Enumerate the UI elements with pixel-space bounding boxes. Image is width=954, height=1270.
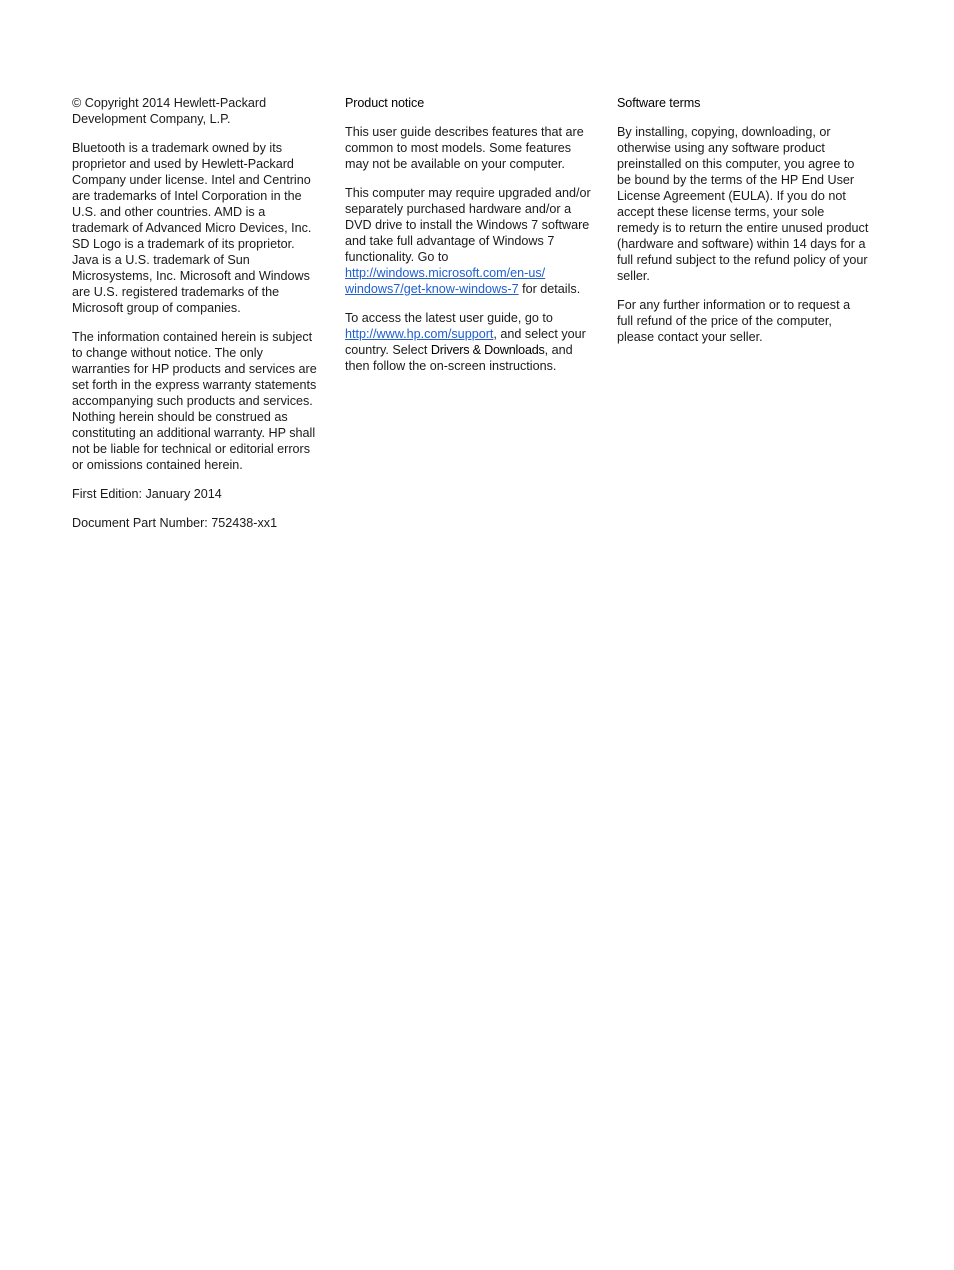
software-terms-heading: Software terms [617,96,701,110]
windows-link[interactable] [345,266,545,296]
para-3-prefix: To access the latest user guide, go to [345,311,553,325]
para-2-suffix: for details. [518,282,581,296]
windows-link-line-1: http://windows.microsoft.com/en-us/ [345,266,546,280]
edition-text: First Edition: January 2014 [72,487,222,501]
product-notice-heading: Product notice [345,96,425,110]
product-notice-para-1: This user guide describes features that are common to most models. Some features may not be available on your computer. [345,125,584,171]
para-3-mid: , and select your country. Select [345,327,586,357]
legal-column [72,95,324,544]
para-3-suffix: , and then follow the on-screen instructions. [345,343,573,373]
product-notice-column [345,95,597,387]
windows-link-line-2: windows7/get-know-windows-7 [345,282,519,296]
para-2-text: This computer may require upgraded and/or separately purchased hardware and/or a DVD drive to install the Windows 7 software and take full advantage of Windows 7 functionality. Go to [345,186,591,264]
disclaimer-notice: The information contained herein is subject to change without notice. The only warranties for HP products and services are set forth in the express warranty statements accompanying such products and services. Nothing herein should be construed as constituting an additional warranty. HP shall not be liable for technical or editorial errors or omissions contained herein. [72,330,317,472]
software-terms-para-1: By installing, copying, downloading, or otherwise using any software product preinstalled on this computer, you agree to be bound by the terms of the HP End User License Agreement (EULA). If you do not accept these license terms, your sole remedy is to return the entire unused product (hardware and software) within 14 days for a full refund subject to the refund policy of your seller. [617,125,869,283]
part-number-text: Document Part Number: 752438-xx1 [72,516,278,530]
trademark-notice: Bluetooth is a trademark owned by its proprietor and used by Hewlett-Packard Company under license. Intel and Centrino are trademarks of Intel Corporation in the U.S. and other countries. AMD is a trademark of Advanced Micro Devices, Inc. SD Logo is a trademark of its proprietor. Java is a U.S. trademark of Sun Microsystems, Inc. Microsoft and Windows are U.S. registered trademarks of the Microsoft group of companies. [72,141,312,315]
hp-support-link[interactable]: http://www.hp.com/support [345,327,494,341]
product-notice-para-2 [345,185,597,297]
drivers-downloads-label: Drivers & Downloads [430,343,545,357]
software-terms-para-2: For any further information or to request a full refund of the price of the computer, please contact your seller. [617,298,851,344]
product-notice-para-3 [345,310,597,374]
software-terms-column [617,95,869,358]
copyright-notice: © Copyright 2014 Hewlett-Packard Development Company, L.P. [72,96,267,126]
